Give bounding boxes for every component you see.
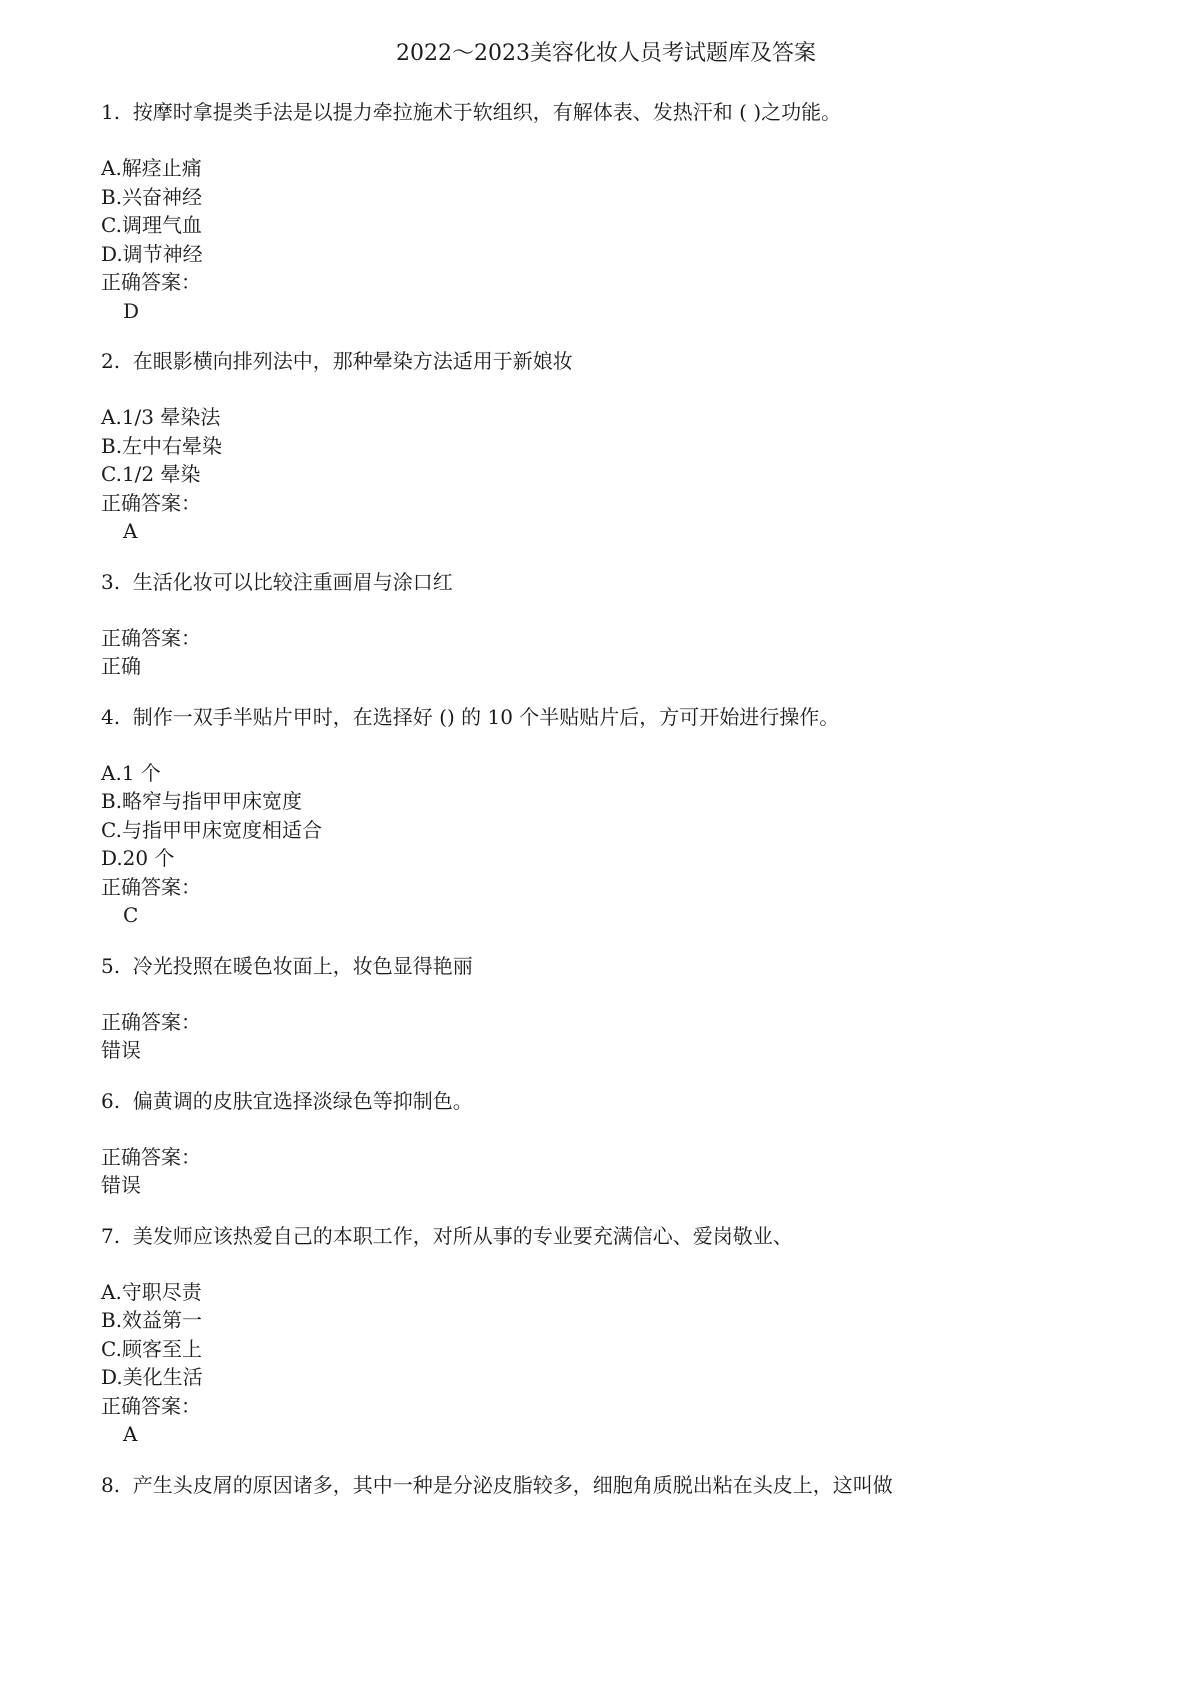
option-list bbox=[101, 403, 1111, 489]
question-4 bbox=[101, 703, 1111, 930]
answer-value: D bbox=[123, 298, 140, 323]
option-item: A.守职尽责 bbox=[101, 1279, 202, 1304]
question-list bbox=[101, 98, 1111, 1499]
document-title: 2022～2023美容化妆人员考试题库及答案 bbox=[396, 41, 816, 66]
answer-value: 正确 bbox=[101, 654, 141, 678]
answer-value: A bbox=[123, 1422, 138, 1446]
question-1 bbox=[101, 98, 1111, 325]
option-item: D.20 个 bbox=[101, 846, 175, 870]
question-2 bbox=[101, 347, 1111, 546]
option-list bbox=[101, 154, 1111, 268]
answer-label: 正确答案： bbox=[101, 490, 201, 515]
option-item: A.解痉止痛 bbox=[101, 156, 202, 180]
question-stem: 1. 按摩时拿提类手法是以提力牵拉施术于软组织，有解体表、发热汗和 ( )之功能。 bbox=[101, 100, 842, 124]
option-item: D.美化生活 bbox=[101, 1365, 203, 1389]
answer-label: 正确答案： bbox=[101, 874, 201, 899]
option-item: C.与指甲甲床宽度相适合 bbox=[101, 817, 322, 842]
question-7 bbox=[101, 1222, 1111, 1449]
option-item: B.左中右晕染 bbox=[101, 433, 223, 458]
option-item: B.效益第一 bbox=[101, 1308, 203, 1332]
answer-label: 正确答案： bbox=[101, 1393, 201, 1418]
option-item: B.兴奋神经 bbox=[101, 184, 203, 209]
question-8 bbox=[101, 1471, 1111, 1499]
option-item: B.略窄与指甲甲床宽度 bbox=[101, 789, 303, 813]
question-3 bbox=[101, 568, 1111, 681]
question-stem: 7. 美发师应该热爱自己的本职工作，对所从事的专业要充满信心、爱岗敬业、 bbox=[101, 1223, 793, 1248]
question-stem: 2. 在眼影横向排列法中，那种晕染方法适用于新娘妆 bbox=[101, 349, 573, 373]
question-stem: 6. 偏黄调的皮肤宜选择淡绿色等抑制色。 bbox=[101, 1088, 473, 1113]
question-6 bbox=[101, 1087, 1111, 1200]
option-item: D.调节神经 bbox=[101, 241, 203, 266]
option-list bbox=[101, 759, 1111, 873]
option-item: C.1/2 晕染 bbox=[101, 462, 201, 486]
question-stem: 5. 冷光投照在暖色妆面上，妆色显得艳丽 bbox=[101, 953, 473, 978]
question-5 bbox=[101, 952, 1111, 1065]
question-stem: 4. 制作一双手半贴片甲时，在选择好 () 的 10 个半贴贴片后，方可开始进行操作。 bbox=[101, 704, 840, 729]
answer-label: 正确答案： bbox=[101, 625, 201, 650]
option-item: A.1/3 晕染法 bbox=[101, 405, 221, 429]
option-list bbox=[101, 1278, 1111, 1392]
question-stem: 3. 生活化妆可以比较注重画眉与涂口红 bbox=[101, 569, 453, 594]
option-item: C.顾客至上 bbox=[101, 1336, 202, 1361]
answer-label: 正确答案： bbox=[101, 1009, 201, 1034]
answer-label: 正确答案： bbox=[101, 270, 201, 294]
answer-value: C bbox=[123, 903, 139, 927]
question-stem: 8. 产生头皮屑的原因诸多，其中一种是分泌皮脂较多，细胞角质脱出粘在头皮上，这叫做 bbox=[101, 1472, 893, 1497]
option-item: C.调理气血 bbox=[101, 213, 202, 237]
answer-value: A bbox=[123, 519, 138, 543]
option-item: A.1 个 bbox=[101, 760, 161, 785]
answer-value: 错误 bbox=[101, 1173, 141, 1197]
answer-label: 正确答案： bbox=[101, 1144, 201, 1169]
answer-value: 错误 bbox=[101, 1038, 141, 1062]
